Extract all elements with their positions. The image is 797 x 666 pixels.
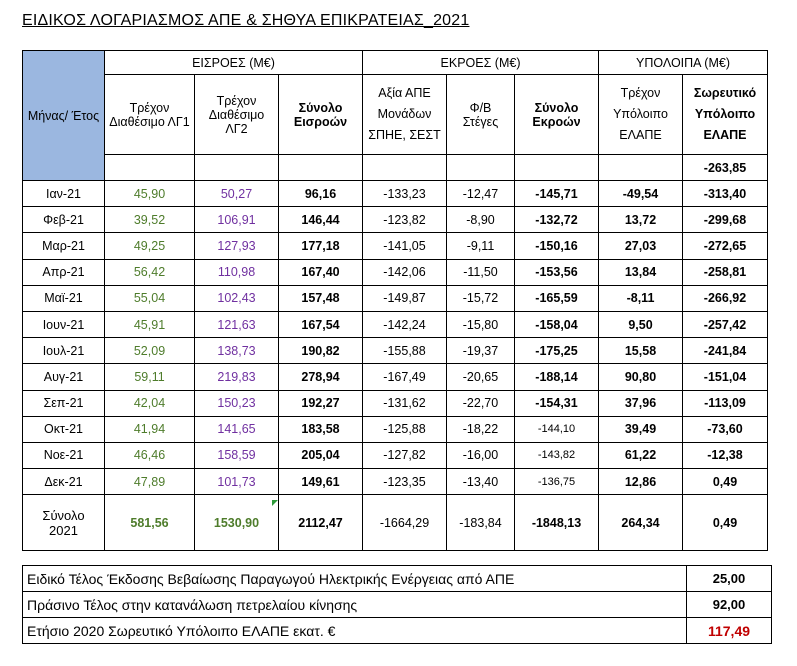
total-res-value: -1664,29 (363, 495, 447, 551)
col-lg1-header: Τρέχον Διαθέσιμο ΛΓ1 (105, 75, 195, 155)
total-outflows-cell: -144,10 (515, 416, 599, 442)
lg2-cell: 150,23 (195, 390, 279, 416)
green-fee-label: Πράσινο Τέλος στην κατανάλωση πετρελαίου κίνησης (23, 592, 687, 618)
lg2-cell: 158,59 (195, 442, 279, 468)
total-outflows-cell: -150,16 (515, 233, 599, 259)
month-cell: Ιαν-21 (23, 181, 105, 207)
total-inflows-cell: 183,58 (279, 416, 363, 442)
lg1-cell: 59,11 (105, 364, 195, 390)
lg1-cell: 42,04 (105, 390, 195, 416)
cumulative-balance-cell: -73,60 (683, 416, 768, 442)
total-outflows-cell: -158,04 (515, 311, 599, 337)
total-inflows-cell: 205,04 (279, 442, 363, 468)
table-row (23, 259, 768, 285)
res-value-cell: -127,82 (363, 442, 447, 468)
total-outflows-cell: -153,56 (515, 259, 599, 285)
col-cumulative-balance-header: Σωρευτικό Υπόλοιπο ΕΛΑΠΕ (683, 75, 768, 155)
current-balance-cell: 37,96 (599, 390, 683, 416)
total-inflows-cell: 157,48 (279, 285, 363, 311)
current-balance-cell: -8,11 (599, 285, 683, 311)
lg2-cell: 141,65 (195, 416, 279, 442)
pv-roofs-cell: -18,22 (447, 416, 515, 442)
annual-balance-label: Ετήσιο 2020 Σωρευτικό Υπόλοιπο ΕΛΑΠΕ εκατ. € (23, 618, 687, 644)
table-row (23, 364, 768, 390)
lg2-cell: 50,27 (195, 181, 279, 207)
current-balance-cell: 12,86 (599, 469, 683, 495)
pv-roofs-cell: -20,65 (447, 364, 515, 390)
opening-balance: -263,85 (683, 155, 768, 181)
total-outflows-cell: -145,71 (515, 181, 599, 207)
cumulative-balance-cell: -258,81 (683, 259, 768, 285)
total-inflows-cell: 177,18 (279, 233, 363, 259)
cumulative-balance-cell: -257,42 (683, 311, 768, 337)
table-row (23, 181, 768, 207)
month-cell: Ιουλ-21 (23, 338, 105, 364)
cell-comment-marker (272, 500, 278, 506)
lg1-cell: 45,91 (105, 311, 195, 337)
green-fee-value: 92,00 (687, 592, 772, 618)
month-cell: Οκτ-21 (23, 416, 105, 442)
account-table (22, 50, 768, 551)
special-fee-label: Ειδικό Τέλος Έκδοσης Βεβαίωσης Παραγωγού Ηλεκτρικής Ενέργειας από ΑΠΕ (23, 566, 687, 592)
month-cell: Σεπ-21 (23, 390, 105, 416)
lg2-cell: 138,73 (195, 338, 279, 364)
col-lg2-header: Τρέχον Διαθέσιμο ΛΓ2 (195, 75, 279, 155)
pv-roofs-cell: -13,40 (447, 469, 515, 495)
res-value-cell: -155,88 (363, 338, 447, 364)
pv-roofs-cell: -22,70 (447, 390, 515, 416)
table-row (23, 285, 768, 311)
cumulative-balance-cell: -113,09 (683, 390, 768, 416)
total-inflows-cell: 167,40 (279, 259, 363, 285)
total-cumulative-balance: 0,49 (683, 495, 768, 551)
res-value-cell: -167,49 (363, 364, 447, 390)
total-inflows-cell: 146,44 (279, 207, 363, 233)
total-outflows-cell: -143,82 (515, 442, 599, 468)
lg1-cell: 41,94 (105, 416, 195, 442)
total-inflows-cell: 167,54 (279, 311, 363, 337)
col-pv-roofs-header: Φ/Β Στέγες (447, 75, 515, 155)
pv-roofs-cell: -8,90 (447, 207, 515, 233)
month-cell: Δεκ-21 (23, 469, 105, 495)
table-row (23, 338, 768, 364)
table-row (23, 233, 768, 259)
lg2-cell: 102,43 (195, 285, 279, 311)
lg2-cell: 106,91 (195, 207, 279, 233)
total-outflows: -1848,13 (515, 495, 599, 551)
current-balance-cell: 9,50 (599, 311, 683, 337)
balances-header: ΥΠΟΛΟΙΠΑ (Μ€) (599, 51, 768, 75)
current-balance-cell: 61,22 (599, 442, 683, 468)
pv-roofs-cell: -16,00 (447, 442, 515, 468)
month-cell: Αυγ-21 (23, 364, 105, 390)
total-current-balance: 264,34 (599, 495, 683, 551)
res-value-cell: -142,06 (363, 259, 447, 285)
total-inflows-cell: 96,16 (279, 181, 363, 207)
total-inflows-cell: 192,27 (279, 390, 363, 416)
total-outflows-cell: -132,72 (515, 207, 599, 233)
month-cell: Νοε-21 (23, 442, 105, 468)
res-value-cell: -131,62 (363, 390, 447, 416)
res-value-cell: -142,24 (363, 311, 447, 337)
annual-balance-value: 117,49 (687, 618, 772, 644)
current-balance-cell: 13,72 (599, 207, 683, 233)
total-inflows-cell: 149,61 (279, 469, 363, 495)
total-outflows-cell: -175,25 (515, 338, 599, 364)
lg1-cell: 39,52 (105, 207, 195, 233)
month-cell: Απρ-21 (23, 259, 105, 285)
col-total-outflows-header: Σύνολο Εκροών (515, 75, 599, 155)
cumulative-balance-cell: -12,38 (683, 442, 768, 468)
lg1-cell: 55,04 (105, 285, 195, 311)
total-outflows-cell: -154,31 (515, 390, 599, 416)
month-cell: Ιουν-21 (23, 311, 105, 337)
lg1-cell: 46,46 (105, 442, 195, 468)
lg1-cell: 45,90 (105, 181, 195, 207)
table-row (23, 469, 768, 495)
current-balance-cell: 27,03 (599, 233, 683, 259)
res-value-cell: -125,88 (363, 416, 447, 442)
col-res-value-header: Αξία ΑΠΕ Μονάδων ΣΠΗΕ, ΣΕΣΤ (363, 75, 447, 155)
res-value-cell: -133,23 (363, 181, 447, 207)
col-total-inflows-header: Σύνολο Εισροών (279, 75, 363, 155)
total-inflows: 2112,47 (279, 495, 363, 551)
total-outflows-cell: -136,75 (515, 469, 599, 495)
lg2-cell: 101,73 (195, 469, 279, 495)
total-lg2: 1530,90 (195, 495, 279, 551)
pv-roofs-cell: -11,50 (447, 259, 515, 285)
inflows-header: ΕΙΣΡΟΕΣ (Μ€) (105, 51, 363, 75)
res-value-cell: -123,35 (363, 469, 447, 495)
lg1-cell: 47,89 (105, 469, 195, 495)
cumulative-balance-cell: 0,49 (683, 469, 768, 495)
pv-roofs-cell: -12,47 (447, 181, 515, 207)
pv-roofs-cell: -15,72 (447, 285, 515, 311)
current-balance-cell: 39,49 (599, 416, 683, 442)
col-current-balance-header: Τρέχον Υπόλοιπο ΕΛΑΠΕ (599, 75, 683, 155)
cumulative-balance-cell: -272,65 (683, 233, 768, 259)
pv-roofs-cell: -19,37 (447, 338, 515, 364)
total-inflows-cell: 190,82 (279, 338, 363, 364)
pv-roofs-cell: -9,11 (447, 233, 515, 259)
total-inflows-cell: 278,94 (279, 364, 363, 390)
total-pv-roofs: -183,84 (447, 495, 515, 551)
lg2-cell: 219,83 (195, 364, 279, 390)
cumulative-balance-cell: -151,04 (683, 364, 768, 390)
table-row (23, 416, 768, 442)
outflows-header: ΕΚΡΟΕΣ (Μ€) (363, 51, 599, 75)
lg1-cell: 52,09 (105, 338, 195, 364)
res-value-cell: -149,87 (363, 285, 447, 311)
total-outflows-cell: -165,59 (515, 285, 599, 311)
pv-roofs-cell: -15,80 (447, 311, 515, 337)
lg1-cell: 49,25 (105, 233, 195, 259)
special-fee-value: 25,00 (687, 566, 772, 592)
month-cell: Μαρ-21 (23, 233, 105, 259)
cumulative-balance-cell: -241,84 (683, 338, 768, 364)
page-title: ΕΙΔΙΚΟΣ ΛΟΓΑΡΙΑΣΜΟΣ ΑΠΕ & ΣΗΘΥΑ ΕΠΙΚΡΑΤΕΙΑΣ_2021 (22, 12, 470, 29)
current-balance-cell: 13,84 (599, 259, 683, 285)
month-cell: Μαϊ-21 (23, 285, 105, 311)
month-header: Μήνας/ Έτος (23, 51, 105, 181)
lg2-cell: 121,63 (195, 311, 279, 337)
lg2-cell: 110,98 (195, 259, 279, 285)
table-row (23, 311, 768, 337)
cumulative-balance-cell: -313,40 (683, 181, 768, 207)
table-row (23, 207, 768, 233)
lg2-cell: 127,93 (195, 233, 279, 259)
current-balance-cell: 90,80 (599, 364, 683, 390)
total-outflows-cell: -188,14 (515, 364, 599, 390)
current-balance-cell: -49,54 (599, 181, 683, 207)
month-cell: Φεβ-21 (23, 207, 105, 233)
total-label: Σύνολο 2021 (23, 495, 105, 551)
lg1-cell: 56,42 (105, 259, 195, 285)
cumulative-balance-cell: -299,68 (683, 207, 768, 233)
current-balance-cell: 15,58 (599, 338, 683, 364)
table-row (23, 390, 768, 416)
cumulative-balance-cell: -266,92 (683, 285, 768, 311)
res-value-cell: -141,05 (363, 233, 447, 259)
total-lg1: 581,56 (105, 495, 195, 551)
table-row (23, 442, 768, 468)
res-value-cell: -123,82 (363, 207, 447, 233)
footer-table (22, 565, 772, 644)
